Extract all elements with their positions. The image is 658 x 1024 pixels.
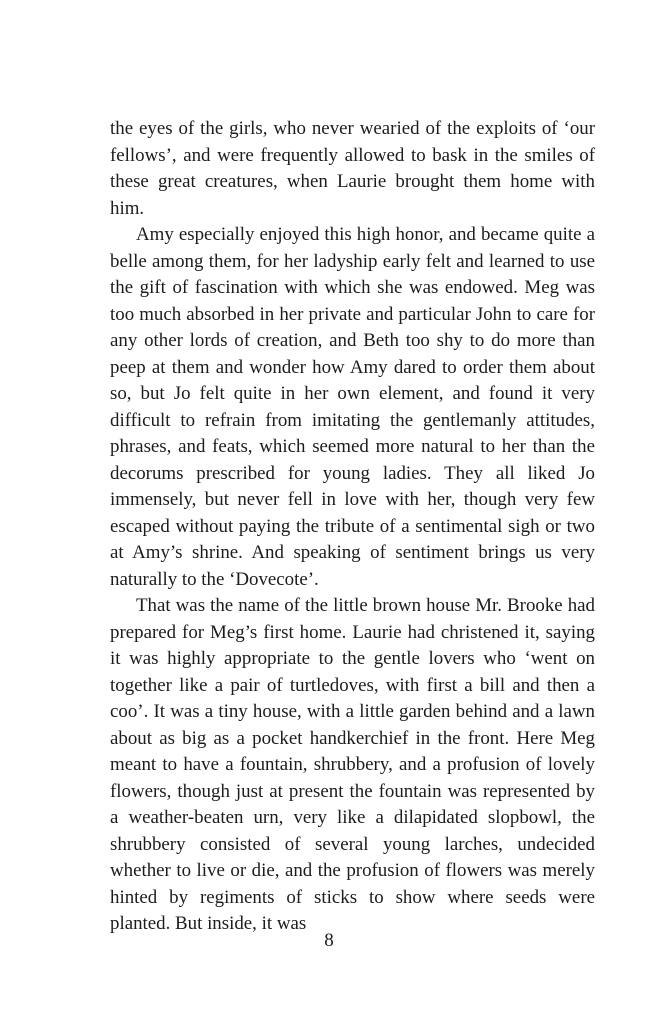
page-number: 8 [324,930,334,951]
paragraph-amy: Amy especially enjoyed this high honor, and became quite a belle among them, for her ladyship early felt and learned to use the gift of fascination with which she was endowed. Meg was too much absorbed in her private and particular John to care for any other lords of creation, and Beth too shy to do more than peep at them and wonder how Amy dared to order them about so, but Jo felt quite in her own element, and found it very difficult to refrain from imitating the gentlemanly attitudes, phrases, and feats, which seemed more natural to her than the decorums prescribed for young ladies. They all liked Jo immensely, but never fell in love with her, though very few escaped without paying the tribute of a sentimental sigh or two at Amy’s shrine. And speaking of sentiment brings us very naturally to the ‘Dovecote’. [110,224,595,590]
body-text [110,116,595,938]
paragraph-dovecote: That was the name of the little brown house Mr. Brooke had prepared for Meg’s first home. Laurie had christened it, saying it was highly appropriate to the gentle lovers who ‘went on together like a pair of turtledoves, with first a bill and then a coo’. It was a tiny house, with a little garden behind and a lawn about as big as a pocket handkerchief in the front. Here Meg meant to have a fountain, shrubbery, and a profusion of lovely flowers, though just at present the fountain was represented by a weather-beaten urn, very like a dilapidated slopbowl, the shrubbery consisted of several young larches, undecided whether to live or die, and the profusion of flowers was merely hinted by regiments of sticks to show where seeds were planted. But inside, it was [110,595,595,934]
paragraph-continuation: the eyes of the girls, who never wearied of the exploits of ‘our fellows’, and were frequently allowed to bask in the smiles of these great creatures, when Laurie brought them home with him. [110,118,595,219]
